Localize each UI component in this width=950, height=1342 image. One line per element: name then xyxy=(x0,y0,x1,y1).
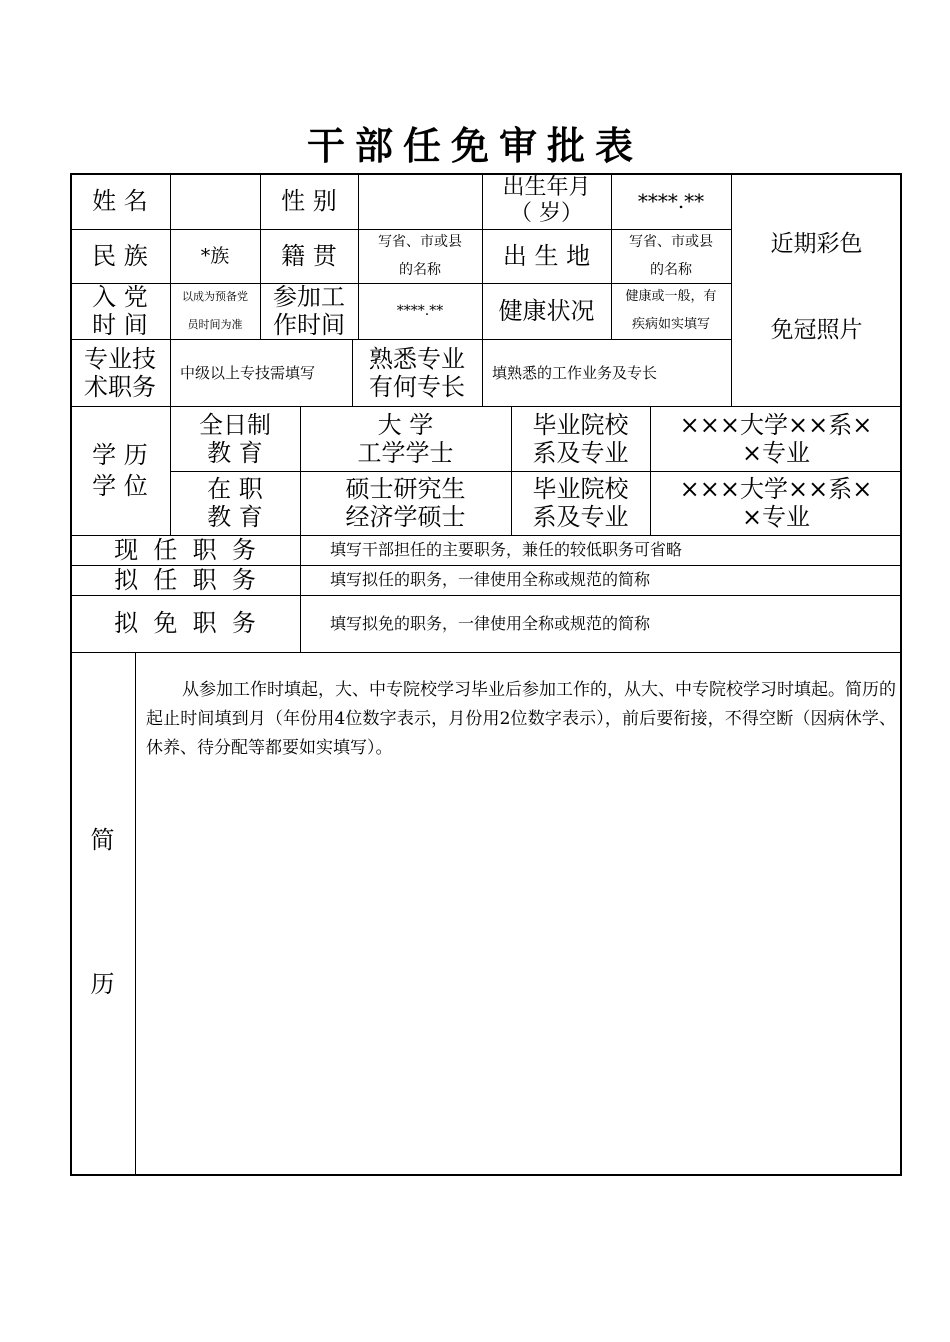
health-field[interactable] xyxy=(611,283,731,339)
education-label-line1: 学 历 xyxy=(92,440,148,469)
education-label-line2: 学 位 xyxy=(92,471,148,500)
inservice-school-label-line2: 系及专业 xyxy=(532,503,629,531)
party-join-label-line1: 入 党 xyxy=(92,283,148,311)
birth-date-label-line1: 出生年月 xyxy=(502,175,591,200)
proposed-position-label: 拟 任 职 务 xyxy=(114,565,256,594)
fulltime-school-label-line1: 毕业院校 xyxy=(532,410,629,439)
inservice-education-label xyxy=(170,471,300,535)
removed-position-field[interactable]: 填写拟免的职务，一律使用全称或规范的简称 xyxy=(330,613,651,633)
party-join-label-line2: 时 间 xyxy=(92,311,148,339)
fulltime-school-line1: ×××大学××系× xyxy=(679,410,873,439)
photo-label-line2: 免冠照片 xyxy=(770,316,863,343)
name-label: 姓 名 xyxy=(92,186,148,215)
photo-label-line1: 近期彩色 xyxy=(770,231,863,257)
inservice-school-label-line1: 毕业院校 xyxy=(532,475,629,503)
inservice-label-line1: 在 职 xyxy=(207,475,263,503)
inservice-school-field[interactable] xyxy=(650,471,902,535)
birthplace-field[interactable] xyxy=(611,229,731,283)
resume-label-line1: 简 xyxy=(90,825,115,854)
specialty-label xyxy=(352,339,482,406)
health-label: 健康状况 xyxy=(498,296,595,325)
work-start-field[interactable]: ****.** xyxy=(396,303,444,319)
health-line1: 健康或一般，有 xyxy=(625,289,717,304)
fulltime-label-line2: 教 育 xyxy=(207,438,263,467)
native-place-field[interactable] xyxy=(358,229,482,283)
birth-date-label xyxy=(482,173,611,229)
party-join-line1: 以成为预备党 xyxy=(182,290,248,303)
ethnicity-field[interactable]: *族 xyxy=(200,244,230,267)
education-degree-label xyxy=(70,406,170,535)
party-join-line2: 员时间为准 xyxy=(187,318,243,331)
current-position-label: 现 任 职 务 xyxy=(114,535,256,564)
specialty-label-line1: 熟悉专业 xyxy=(369,344,465,373)
inservice-school-line2: ×专业 xyxy=(741,503,811,531)
gender-field[interactable] xyxy=(358,173,482,229)
gender-label: 性 别 xyxy=(281,186,337,215)
inservice-value-line2: 经济学硕士 xyxy=(345,503,466,531)
photo-placeholder[interactable] xyxy=(731,173,902,406)
current-position-field[interactable]: 填写干部担任的主要职务，兼任的较低职务可省略 xyxy=(330,540,683,560)
work-start-label-line2: 作时间 xyxy=(273,311,345,339)
native-place-label: 籍 贯 xyxy=(281,241,337,270)
fulltime-school-line2: ×专业 xyxy=(741,438,811,467)
professional-title-label-line1: 专业技 xyxy=(84,344,156,373)
form-title: 干部任免审批表 xyxy=(306,123,643,168)
work-start-label-line1: 参加工 xyxy=(273,283,345,311)
inservice-school-line1: ×××大学××系× xyxy=(679,475,873,503)
fulltime-education-field[interactable] xyxy=(300,406,511,471)
fulltime-school-field[interactable] xyxy=(650,406,902,471)
work-start-label xyxy=(260,283,358,339)
specialty-field[interactable]: 填熟悉的工作业务及专长 xyxy=(492,363,658,382)
native-place-line2: 的名称 xyxy=(399,262,441,278)
party-join-field[interactable] xyxy=(170,283,260,339)
birth-date-field[interactable]: ****.** xyxy=(637,189,705,213)
professional-title-field[interactable]: 中级以上专技需填写 xyxy=(180,363,316,382)
native-place-line1: 写省、市或县 xyxy=(378,234,462,250)
inservice-value-line1: 硕士研究生 xyxy=(345,475,466,503)
fulltime-value-line2: 工学学士 xyxy=(357,438,454,467)
inservice-education-field[interactable] xyxy=(300,471,511,535)
specialty-label-line2: 有何专长 xyxy=(369,372,465,401)
professional-title-label-line2: 术职务 xyxy=(84,372,156,401)
professional-title-label xyxy=(70,339,170,406)
resume-label-line2: 历 xyxy=(90,969,115,998)
birthplace-label: 出 生 地 xyxy=(502,241,591,270)
ethnicity-label: 民 族 xyxy=(92,241,148,270)
removed-position-label: 拟 免 职 务 xyxy=(114,609,256,638)
health-line2: 疾病如实填写 xyxy=(631,317,710,332)
resume-field[interactable]: 从参加工作时填起，大、中专院校学习毕业后参加工作的，从大、中专院校学习时填起。简历的起止时间填到月（年份用4位数字表示，月份用2位数字表示），前后要衔接，不得空断（因病休学、休养、待分配等都要如实填写）。 xyxy=(146,680,896,758)
fulltime-school-label-line2: 系及专业 xyxy=(532,438,629,467)
fulltime-school-label xyxy=(511,406,650,471)
inservice-school-label xyxy=(511,471,650,535)
birthplace-line1: 写省、市或县 xyxy=(629,234,713,250)
birth-date-label-line2: （ 岁） xyxy=(510,201,583,226)
birthplace-line2: 的名称 xyxy=(650,262,692,278)
fulltime-label-line1: 全日制 xyxy=(199,410,271,439)
fulltime-value-line1: 大 学 xyxy=(377,410,434,439)
party-join-label xyxy=(70,283,170,339)
inservice-label-line2: 教 育 xyxy=(207,503,263,531)
fulltime-education-label xyxy=(170,406,300,471)
name-field[interactable] xyxy=(170,173,260,229)
proposed-position-field[interactable]: 填写拟任的职务，一律使用全称或规范的简称 xyxy=(330,570,651,590)
